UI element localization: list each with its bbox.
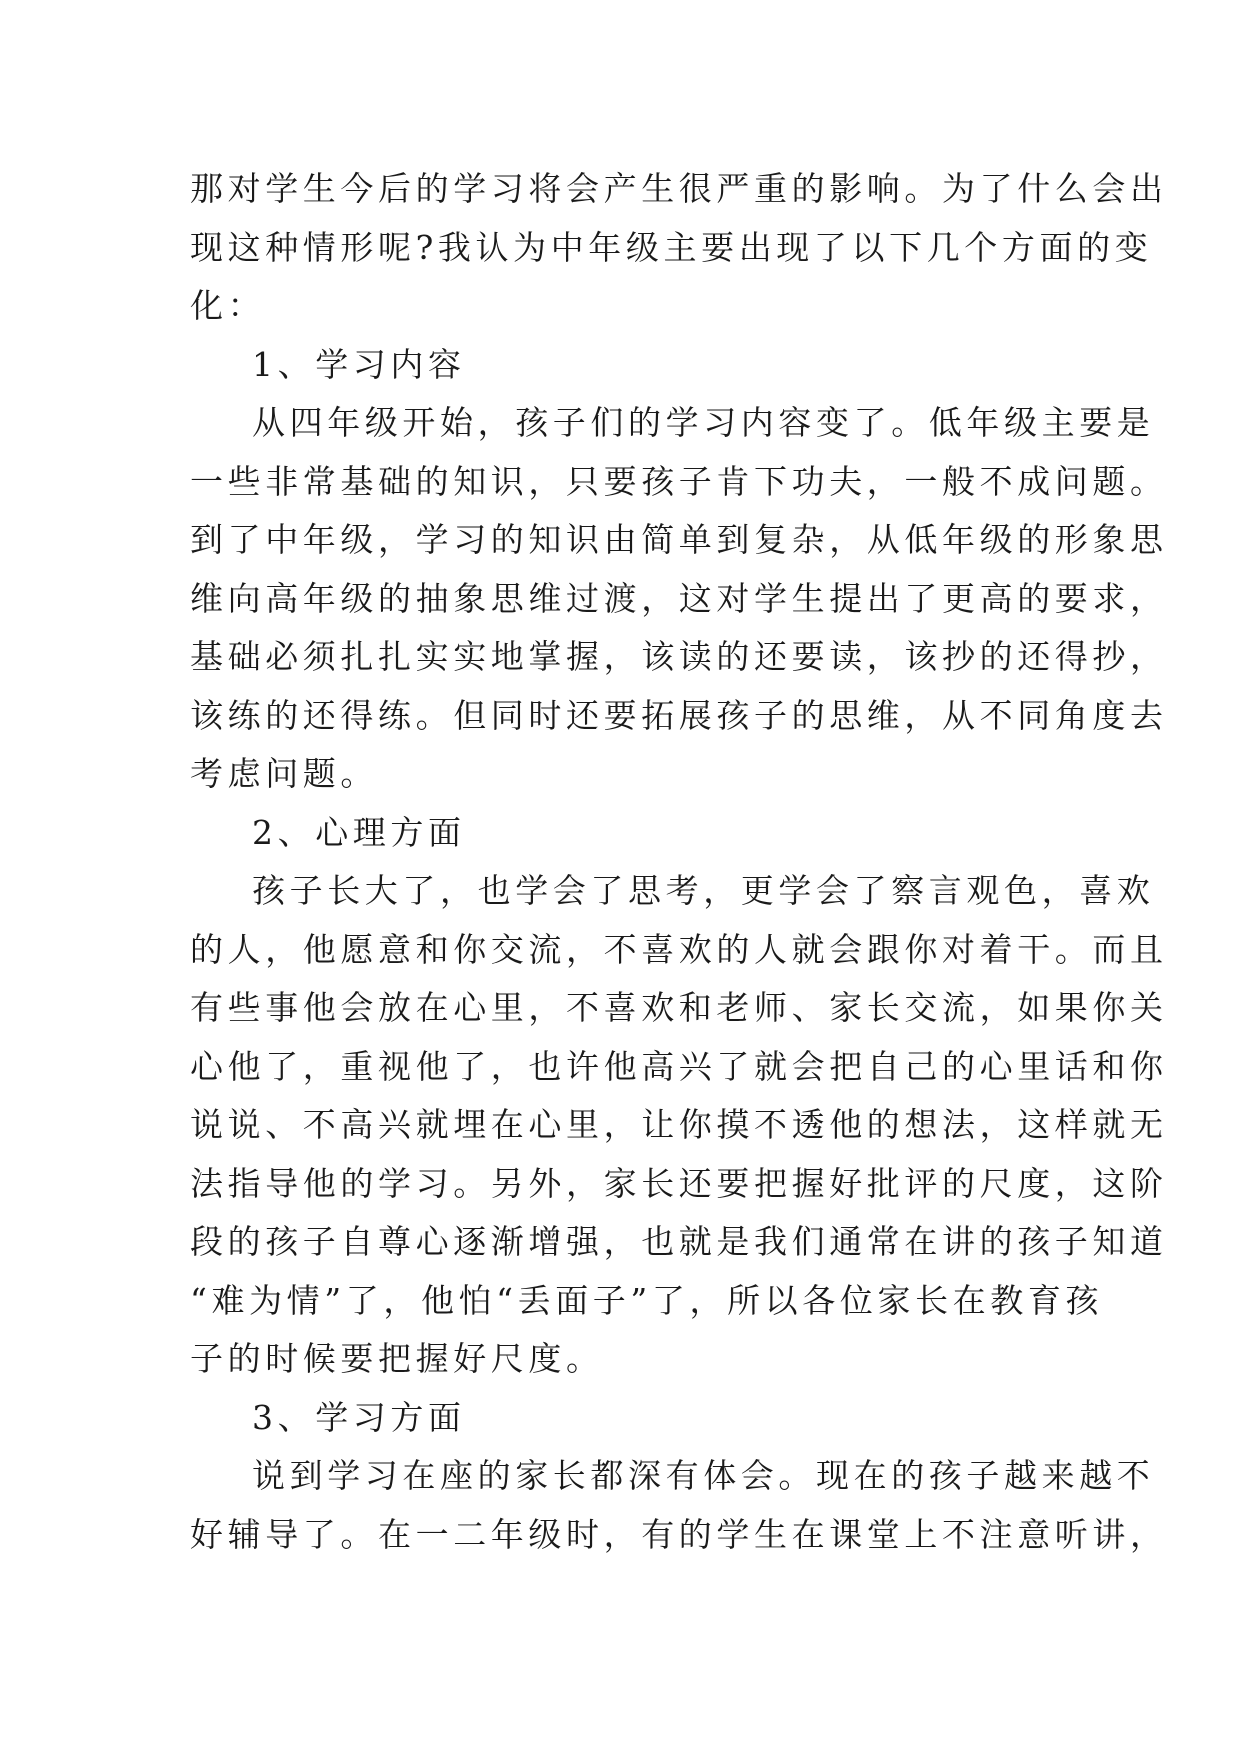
text-line: 1、学习内容 <box>252 344 466 384</box>
text-line: 说到学习在座的家长都深有体会。现在的孩子越来越不 <box>252 1456 1155 1495</box>
text-line: 现这种情形呢?我认为中年级主要出现了以下几个方面的变 <box>190 227 1153 267</box>
text-line: 3、学习方面 <box>252 1397 466 1437</box>
document-body <box>190 160 1168 1564</box>
text-line: 说说、不高兴就埋在心里，让你摸不透他的想法，这样就无 <box>190 1105 1168 1144</box>
text-line: 心他了，重视他了，也许他高兴了就会把自己的心里话和你 <box>190 1046 1168 1086</box>
text-line: 该练的还得练。但同时还要拓展孩子的思维，从不同角度去 <box>190 695 1168 735</box>
text-line: 法指导他的学习。另外，家长还要把握好批评的尺度，这阶 <box>190 1163 1168 1203</box>
text-line: 段的孩子自尊心逐渐增强，也就是我们通常在讲的孩子知道 <box>190 1222 1168 1261</box>
text-line: 有些事他会放在心里，不喜欢和老师、家长交流，如果你关 <box>190 988 1168 1027</box>
text-line: 基础必须扎扎实实地掌握，该读的还要读，该抄的还得抄， <box>190 637 1168 676</box>
text-line: 从四年级开始，孩子们的学习内容变了。低年级主要是 <box>252 403 1155 442</box>
text-line: 子的时候要把握好尺度。 <box>190 1339 604 1378</box>
text-line: 好辅导了。在一二年级时，有的学生在课堂上不注意听讲， <box>190 1514 1168 1554</box>
text-line: 到了中年级，学习的知识由简单到复杂，从低年级的形象思 <box>190 520 1168 559</box>
text-line: 化： <box>190 286 266 325</box>
text-line: 孩子长大了，也学会了思考，更学会了察言观色，喜欢 <box>252 871 1155 910</box>
text-line: “难为情”了，他怕“丢面子”了，所以各位家长在教育孩 <box>190 1280 1104 1320</box>
text-line: 考虑问题。 <box>190 754 378 793</box>
text-line: 的人，他愿意和你交流，不喜欢的人就会跟你对着干。而且 <box>190 929 1168 969</box>
text-line: 维向高年级的抽象思维过渡，这对学生提出了更高的要求， <box>190 578 1168 618</box>
text-line: 一些非常基础的知识，只要孩子肯下功夫，一般不成问题。 <box>190 461 1168 501</box>
text-line: 2、心理方面 <box>252 812 466 852</box>
text-line: 那对学生今后的学习将会产生很严重的影响。为了什么会出 <box>190 169 1168 208</box>
